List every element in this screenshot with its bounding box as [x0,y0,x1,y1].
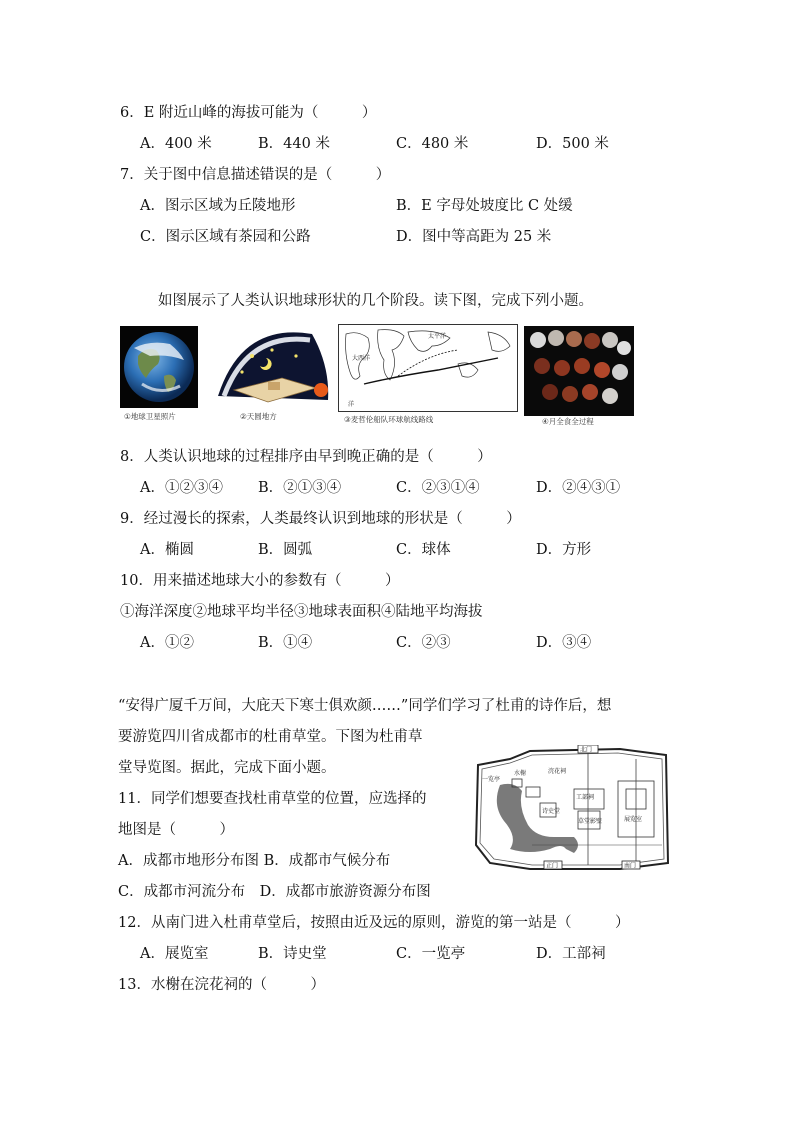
tianyuan-difang-illustration [212,326,332,408]
map-huanhua: 浣花祠 [548,768,567,775]
map-shuixie: 水榭 [514,770,527,777]
q7-stem: 7．关于图中信息描述错误的是（ ） [120,167,391,183]
q12-option-a: A．展览室 [140,946,209,962]
q10-option-d: D．③④ [536,635,592,651]
q6-option-c: C．480 米 [396,136,469,152]
q8-option-b: B．②①③④ [258,480,342,496]
q12-option-d: D．工部祠 [536,946,606,962]
intro-dufu-line2: 要游览四川省成都市的杜甫草堂。下图为杜甫草 [118,729,423,745]
q9-stem: 9．经过漫长的探索，人类最终认识到地球的形状是（ ） [120,511,521,527]
q9-option-b: B．圆弧 [258,542,313,558]
caption-tianyuan-difang: ②天圆地方 [240,412,277,421]
magellan-route-map [338,324,518,412]
map-label-pacific: 太平洋 [428,333,447,340]
q6-option-a: A．400 米 [140,136,212,152]
q6-option-d: D．500 米 [536,136,609,152]
q10-option-a: A．①② [140,635,194,651]
q9-option-a: A．椭圆 [140,542,194,558]
caption-earth-photo: ①地球卫星照片 [124,412,176,421]
q12-option-b: B．诗史堂 [258,946,327,962]
map-shishi: 诗史堂 [542,808,561,815]
q8-stem: 8．人类认识地球的过程排序由早到晚正确的是（ ） [120,449,492,465]
map-south-gate: 南门 [624,862,637,870]
lunar-eclipse-sequence [524,326,634,416]
q8-option-d: D．②④③① [536,480,621,496]
q9-option-c: C．球体 [396,542,451,558]
q10-sub-items: ①海洋深度②地球平均半径③地球表面积④陆地平均海拔 [120,604,483,620]
intro-earth-shape: 如图展示了人类认识地球形状的几个阶段。读下图，完成下列小题。 [158,293,593,309]
q12-option-c: C．一览亭 [396,946,466,962]
caption-magellan-route: ③麦哲伦船队环球航线路线 [344,415,434,424]
q6-option-b: B．440 米 [258,136,330,152]
q9-option-d: D．方形 [536,542,592,558]
map-north-gate: 北门 [580,746,593,754]
q10-stem: 10．用来描述地球大小的参数有（ ） [120,573,400,589]
q11-options-line2: C．成都市河流分布 D．成都市旅游资源分布图 [118,884,431,900]
map-label-atlantic: 大西洋 [352,355,371,362]
q11-stem-line2: 地图是（ ） [118,822,234,838]
map-gongbu: 工部祠 [576,794,595,801]
map-zhanlan: 展览室 [624,816,643,823]
q6-stem: 6．E 附近山峰的海拔可能为（ ） [120,105,377,121]
q7-option-c: C．图示区域有茶园和公路 [140,229,311,245]
q11-options-line1: A．成都市地形分布图 B．成都市气候分布 [118,853,391,869]
earth-satellite-photo [120,326,198,408]
map-main-gate: 正门 [546,862,559,870]
q10-option-b: B．①④ [258,635,313,651]
intro-dufu-line1: “安得广厦千万间，大庇天下寒士俱欢颜……”同学们学习了杜甫的诗作后，想 [118,698,612,714]
q13-stem: 13．水榭在浣花祠的（ ） [118,977,325,993]
dufu-cottage-guide-map [470,745,670,873]
q8-option-c: C．②③①④ [396,480,480,496]
map-label-yang: 洋 [348,401,355,408]
q8-option-a: A．①②③④ [140,480,223,496]
q10-option-c: C．②③ [396,635,451,651]
q7-option-b: B．E 字母处坡度比 C 处缓 [396,198,573,214]
intro-dufu-line3: 堂导览图。据此，完成下面小题。 [118,760,336,776]
q11-stem-line1: 11．同学们想要查找杜甫草堂的位置，应选择的 [118,791,427,807]
q7-option-d: D．图中等高距为 25 米 [396,229,552,245]
map-pavilion: 一览亭 [482,776,501,783]
caption-lunar-eclipse: ④月全食全过程 [542,417,594,426]
q7-option-a: A．图示区域为丘陵地形 [140,198,296,214]
map-caotang: 草堂影壁 [578,818,603,825]
q12-stem: 12．从南门进入杜甫草堂后，按照由近及远的原则，游览的第一站是（ ） [118,915,630,931]
